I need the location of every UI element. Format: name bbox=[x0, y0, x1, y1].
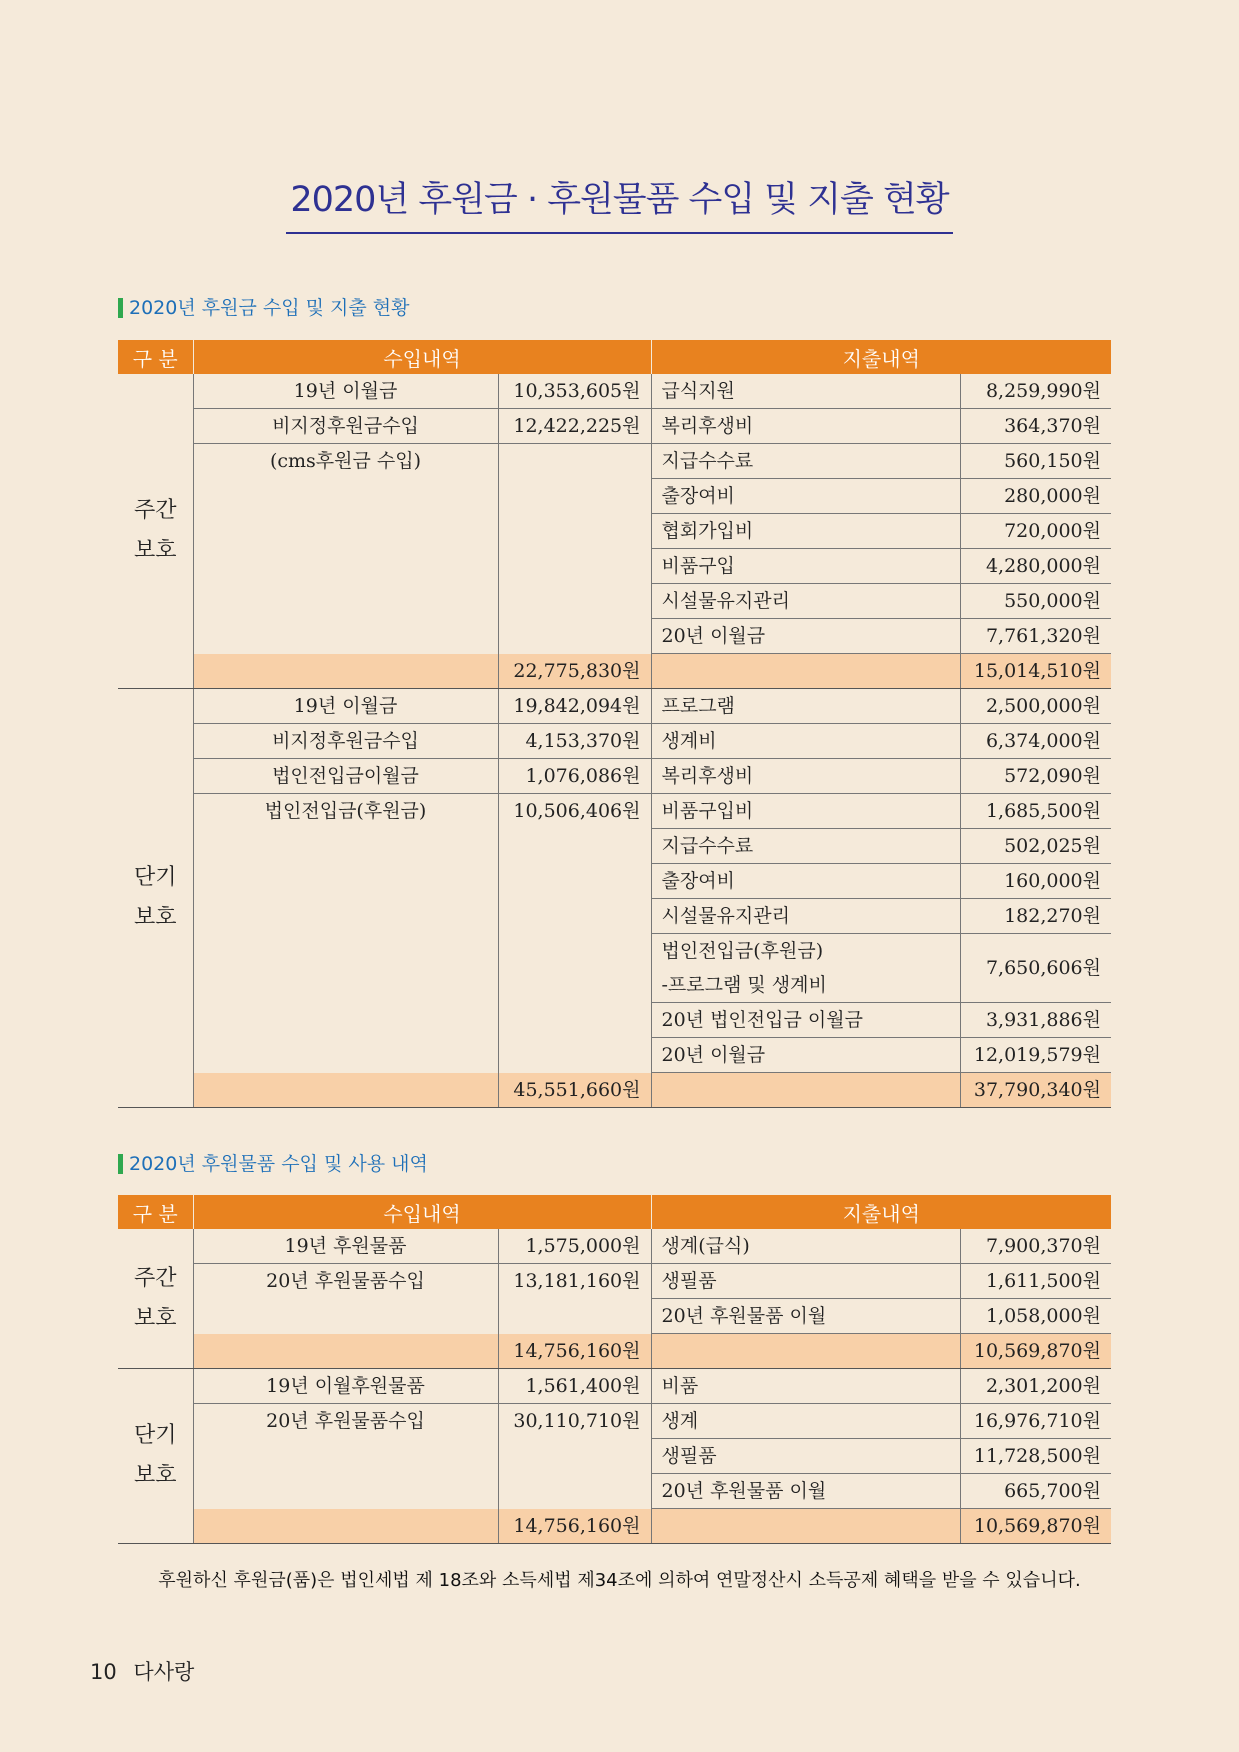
expense-item: 20년 후원물품 이월 bbox=[651, 1474, 960, 1509]
total-row bbox=[118, 1509, 1111, 1544]
table-row bbox=[118, 1264, 1111, 1299]
expense-item: 비품구입비 bbox=[651, 794, 960, 829]
expense-item bbox=[651, 934, 960, 1003]
income-total: 14,756,160원 bbox=[498, 1334, 651, 1369]
expense-item: 프로그램 bbox=[651, 689, 960, 724]
table-row bbox=[118, 1229, 1111, 1264]
expense-amount: 665,700원 bbox=[960, 1474, 1111, 1509]
category-cell bbox=[118, 1229, 193, 1369]
expense-item: 복리후생비 bbox=[651, 759, 960, 794]
income-item: 비지정후원금수입 bbox=[193, 724, 498, 759]
expense-amount: 2,500,000원 bbox=[960, 689, 1111, 724]
category-cell bbox=[118, 689, 193, 1108]
income-total: 45,551,660원 bbox=[498, 1073, 651, 1108]
expense-item: 지급수수료 bbox=[651, 444, 960, 479]
table-row bbox=[118, 374, 1111, 409]
expense-total: 10,569,870원 bbox=[960, 1334, 1111, 1369]
expense-item: 비품 bbox=[651, 1369, 960, 1404]
expense-item: 생계 bbox=[651, 1404, 960, 1439]
total-spacer bbox=[193, 1509, 498, 1544]
income-amount: 12,422,225원 bbox=[498, 409, 651, 444]
expense-amount: 160,000원 bbox=[960, 864, 1111, 899]
income-item: 19년 이월후원물품 bbox=[193, 1369, 498, 1404]
page-title: 2020년 후원금 · 후원물품 수입 및 지출 현황 bbox=[286, 172, 952, 234]
expense-item: 생계(급식) bbox=[651, 1229, 960, 1264]
category-cell bbox=[118, 374, 193, 689]
header-category: 구 분 bbox=[118, 340, 193, 374]
expense-amount: 560,150원 bbox=[960, 444, 1111, 479]
income-total: 22,775,830원 bbox=[498, 654, 651, 689]
expense-amount: 7,650,606원 bbox=[960, 934, 1111, 1003]
expense-item: 20년 이월금 bbox=[651, 1038, 960, 1073]
expense-amount: 550,000원 bbox=[960, 584, 1111, 619]
expense-item: 협회가입비 bbox=[651, 514, 960, 549]
expense-amount: 8,259,990원 bbox=[960, 374, 1111, 409]
income-amount: 1,561,400원 bbox=[498, 1369, 651, 1404]
expense-amount: 572,090원 bbox=[960, 759, 1111, 794]
income-total: 14,756,160원 bbox=[498, 1509, 651, 1544]
table-row bbox=[118, 759, 1111, 794]
expense-item: 20년 이월금 bbox=[651, 619, 960, 654]
expense-amount: 280,000원 bbox=[960, 479, 1111, 514]
income-item: 19년 이월금 bbox=[193, 374, 498, 409]
total-spacer bbox=[651, 1509, 960, 1544]
table-header-row bbox=[118, 340, 1111, 374]
expense-amount: 720,000원 bbox=[960, 514, 1111, 549]
header-income: 수입내역 bbox=[193, 1195, 651, 1229]
income-amount: 1,076,086원 bbox=[498, 759, 651, 794]
income-amount: 10,506,406원 bbox=[498, 794, 651, 1073]
expense-amount: 4,280,000원 bbox=[960, 549, 1111, 584]
total-spacer bbox=[651, 1334, 960, 1369]
donation-table bbox=[118, 340, 1111, 1108]
header-category: 구 분 bbox=[118, 1195, 193, 1229]
expense-amount: 364,370원 bbox=[960, 409, 1111, 444]
total-row bbox=[118, 1334, 1111, 1369]
expense-item: 출장여비 bbox=[651, 479, 960, 514]
header-expense: 지출내역 bbox=[651, 1195, 1111, 1229]
header-income: 수입내역 bbox=[193, 340, 651, 374]
table-row bbox=[118, 724, 1111, 759]
category-label: 주간 bbox=[133, 1265, 177, 1291]
tax-deduction-note: 후원하신 후원금(품)은 법인세법 제 18조와 소득세법 제34조에 의하여 연말정산시 소득공제 혜택을 받을 수 있습니다. bbox=[158, 1570, 1081, 1591]
income-amount: 1,575,000원 bbox=[498, 1229, 651, 1264]
expense-amount: 1,611,500원 bbox=[960, 1264, 1111, 1299]
table-row bbox=[118, 1369, 1111, 1404]
table-row bbox=[118, 444, 1111, 479]
income-amount bbox=[498, 444, 651, 654]
expense-amount: 1,058,000원 bbox=[960, 1299, 1111, 1334]
expense-item: 시설물유지관리 bbox=[651, 899, 960, 934]
income-item: 19년 후원물품 bbox=[193, 1229, 498, 1264]
expense-total: 10,569,870원 bbox=[960, 1509, 1111, 1544]
income-item: 법인전입금(후원금) bbox=[264, 800, 427, 822]
income-item: 19년 이월금 bbox=[193, 689, 498, 724]
page-title-wrap bbox=[0, 172, 1239, 234]
table-row bbox=[118, 794, 1111, 829]
category-label: 보호 bbox=[133, 1463, 177, 1488]
table-header-row bbox=[118, 1195, 1111, 1229]
income-amount: 19,842,094원 bbox=[498, 689, 651, 724]
total-row bbox=[118, 1073, 1111, 1108]
income-amount: 4,153,370원 bbox=[498, 724, 651, 759]
total-spacer bbox=[651, 1073, 960, 1108]
expense-amount: 1,685,500원 bbox=[960, 794, 1111, 829]
page-number: 10 bbox=[90, 1660, 117, 1684]
category-label: 단기 bbox=[133, 1423, 177, 1448]
income-amount: 30,110,710원 bbox=[498, 1404, 651, 1509]
expense-item: 지급수수료 bbox=[651, 829, 960, 864]
table-row bbox=[118, 1404, 1111, 1439]
expense-total: 37,790,340원 bbox=[960, 1073, 1111, 1108]
section-title-donations: 2020년 후원금 수입 및 지출 현황 bbox=[118, 298, 409, 318]
expense-amount: 7,761,320원 bbox=[960, 619, 1111, 654]
table-row bbox=[118, 689, 1111, 724]
expense-item-line: 법인전입금(후원금) bbox=[661, 940, 824, 962]
expense-amount: 502,025원 bbox=[960, 829, 1111, 864]
total-spacer bbox=[193, 1334, 498, 1369]
expense-item: 생필품 bbox=[651, 1439, 960, 1474]
category-label: 보호 bbox=[133, 538, 177, 563]
table-row bbox=[118, 409, 1111, 444]
section-title-goods: 2020년 후원물품 수입 및 사용 내역 bbox=[118, 1154, 428, 1174]
income-amount: 13,181,160원 bbox=[498, 1264, 651, 1334]
expense-amount: 3,931,886원 bbox=[960, 1003, 1111, 1038]
expense-item: 생필품 bbox=[651, 1264, 960, 1299]
expense-item-line: -프로그램 및 생계비 bbox=[661, 974, 827, 996]
total-row bbox=[118, 654, 1111, 689]
expense-amount: 7,900,370원 bbox=[960, 1229, 1111, 1264]
income-item: (cms후원금 수입) bbox=[269, 450, 422, 472]
income-item: 20년 후원물품수입 bbox=[266, 1410, 425, 1432]
total-spacer bbox=[651, 654, 960, 689]
expense-amount: 2,301,200원 bbox=[960, 1369, 1111, 1404]
income-item: 20년 후원물품수입 bbox=[266, 1270, 425, 1292]
income-amount: 10,353,605원 bbox=[498, 374, 651, 409]
expense-item: 20년 후원물품 이월 bbox=[651, 1299, 960, 1334]
category-label: 단기 bbox=[133, 865, 177, 890]
expense-amount: 182,270원 bbox=[960, 899, 1111, 934]
page-footer bbox=[90, 1656, 194, 1686]
category-label: 주간 bbox=[133, 498, 177, 523]
category-label: 보호 bbox=[133, 1305, 177, 1331]
expense-item: 급식지원 bbox=[651, 374, 960, 409]
expense-item: 생계비 bbox=[651, 724, 960, 759]
goods-table bbox=[118, 1195, 1111, 1544]
expense-item: 복리후생비 bbox=[651, 409, 960, 444]
expense-item: 20년 법인전입금 이월금 bbox=[651, 1003, 960, 1038]
magazine-name: 다사랑 bbox=[133, 1660, 195, 1684]
expense-amount: 6,374,000원 bbox=[960, 724, 1111, 759]
total-spacer bbox=[193, 654, 498, 689]
expense-item: 비품구입 bbox=[651, 549, 960, 584]
expense-item: 시설물유지관리 bbox=[651, 584, 960, 619]
expense-amount: 16,976,710원 bbox=[960, 1404, 1111, 1439]
header-expense: 지출내역 bbox=[651, 340, 1111, 374]
expense-amount: 11,728,500원 bbox=[960, 1439, 1111, 1474]
category-label: 보호 bbox=[133, 905, 177, 930]
category-cell bbox=[118, 1369, 193, 1544]
total-spacer bbox=[193, 1073, 498, 1108]
expense-amount: 12,019,579원 bbox=[960, 1038, 1111, 1073]
income-item: 비지정후원금수입 bbox=[193, 409, 498, 444]
expense-total: 15,014,510원 bbox=[960, 654, 1111, 689]
income-item: 법인전입금이월금 bbox=[193, 759, 498, 794]
expense-item: 출장여비 bbox=[651, 864, 960, 899]
